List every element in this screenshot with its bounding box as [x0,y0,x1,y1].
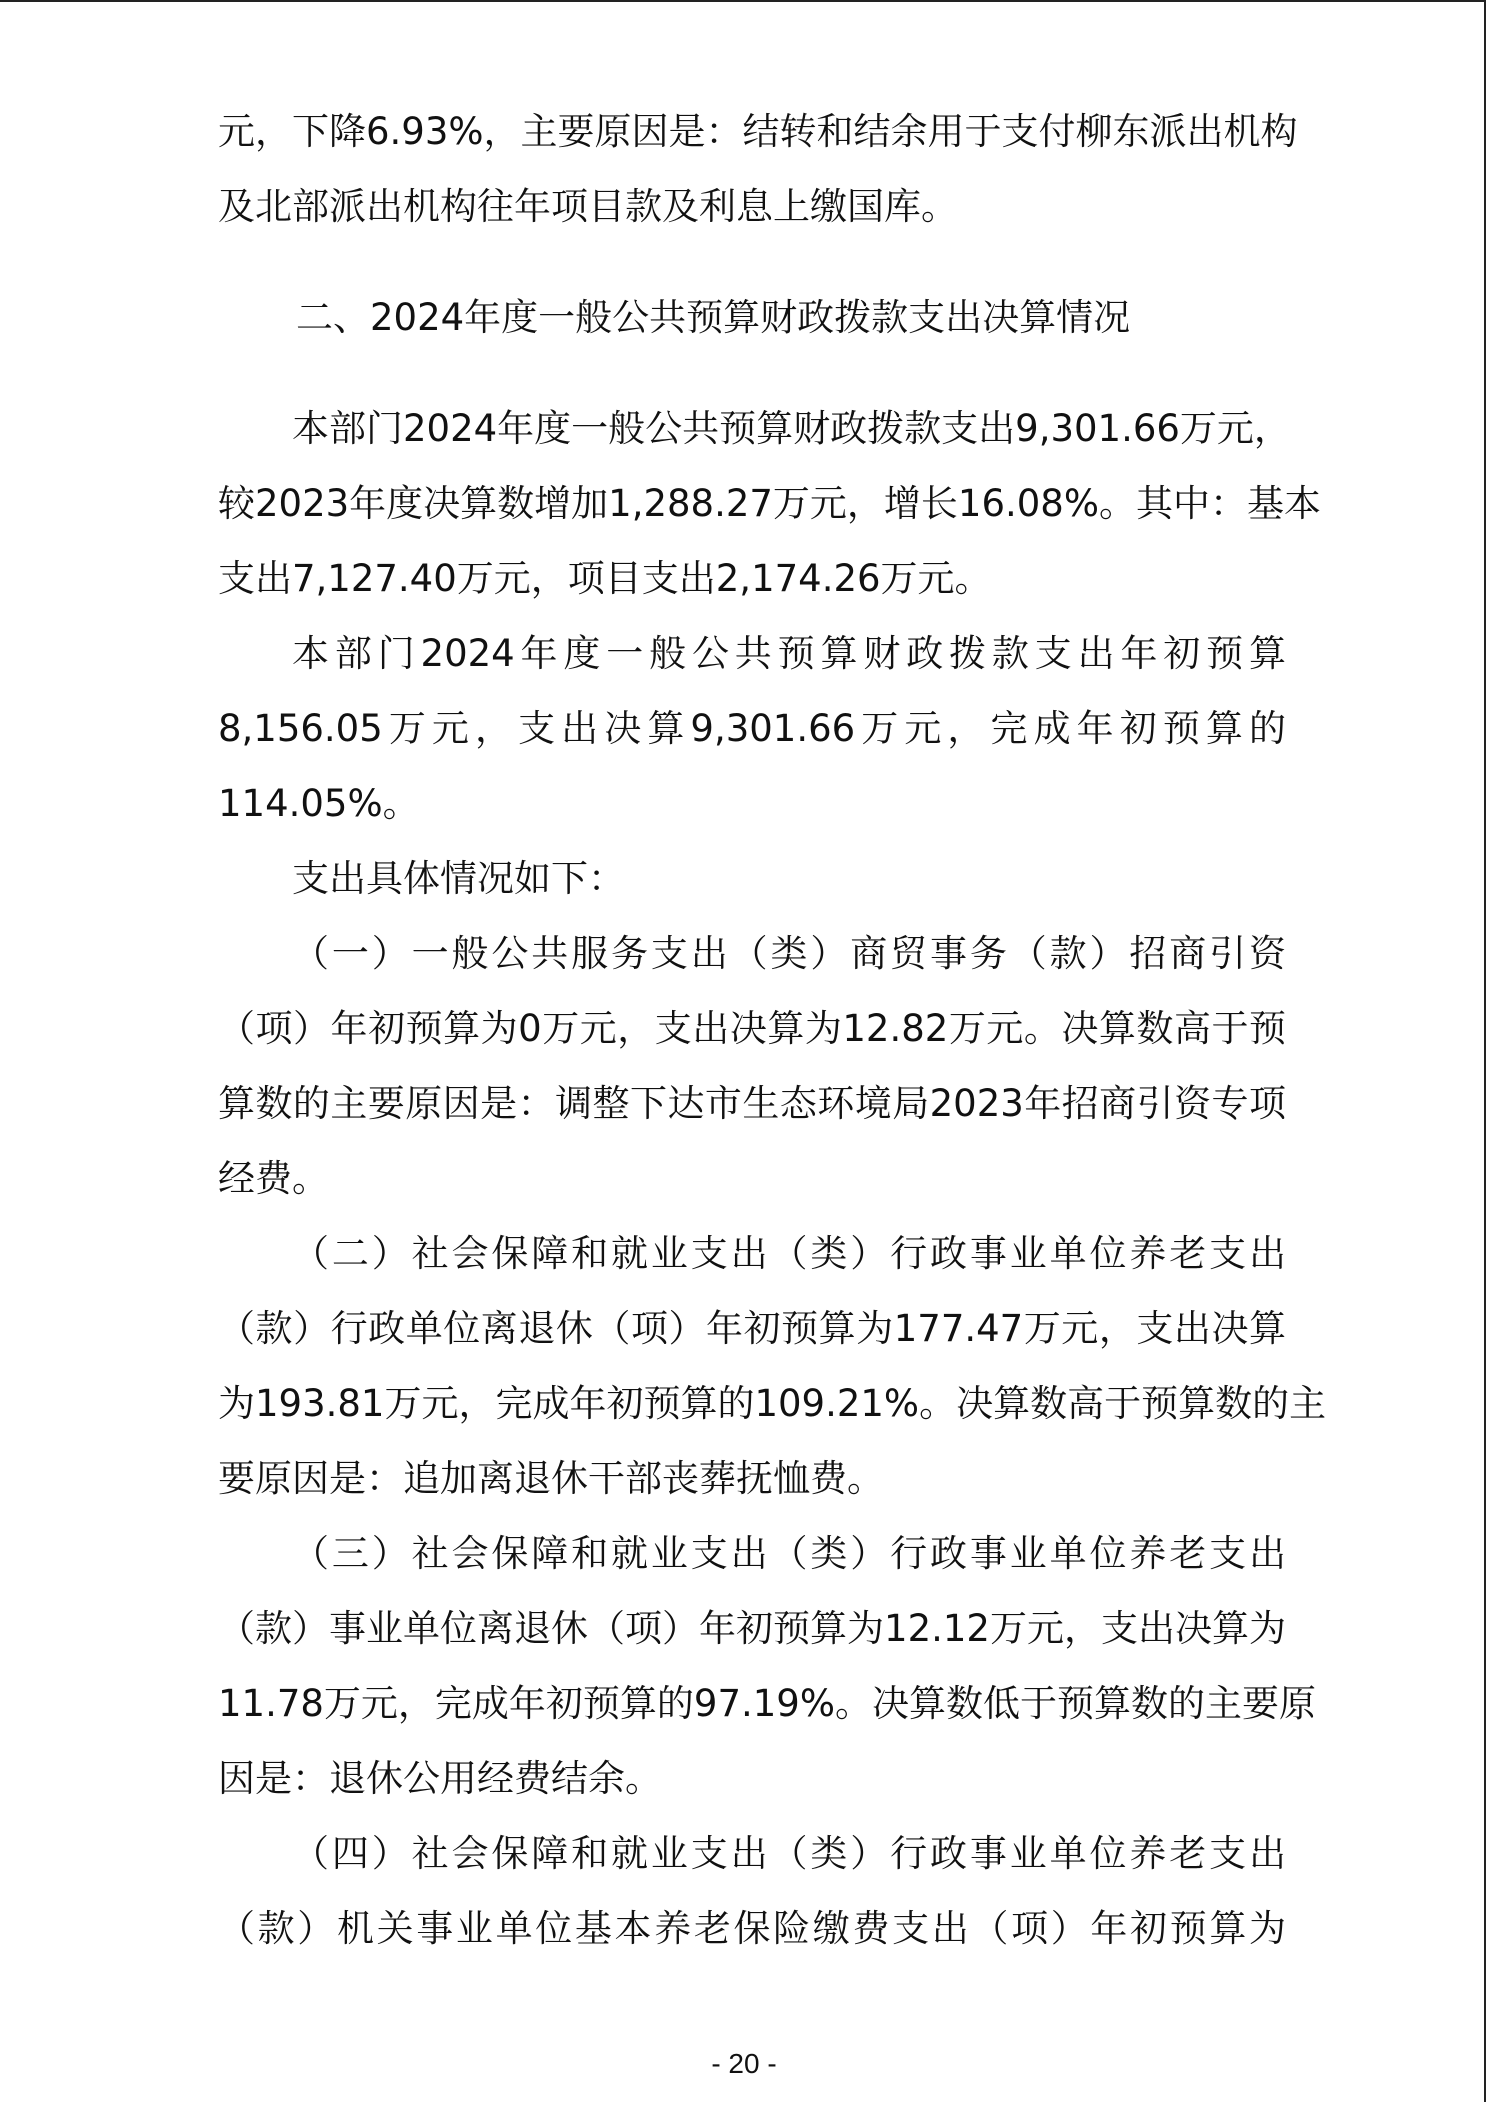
paragraph-line: 11.78万元，完成年初预算的97.19%。决算数低于预算数的主要原 [218,1682,1317,1725]
paragraph-line: （款）机关事业单位基本养老保险缴费支出（项）年初预算为 [218,1907,1286,1950]
paragraph-line: （项）年初预算为0万元，支出决算为12.82万元。决算数高于预 [218,1007,1286,1050]
paragraph-line: （款）行政单位离退休（项）年初预算为177.47万元，支出决算 [218,1307,1286,1350]
paragraph-line: （三）社会保障和就业支出（类）行政事业单位养老支出 [292,1532,1286,1575]
paragraph-line: 支出具体情况如下： [292,857,625,900]
paragraph-line: 8,156.05万元，支出决算9,301.66万元，完成年初预算的 [218,707,1286,750]
paragraph-line: 元，下降6.93%，主要原因是：结转和结余用于支付柳东派出机构 [218,110,1298,153]
paragraph-line: （二）社会保障和就业支出（类）行政事业单位养老支出 [292,1232,1286,1275]
paragraph-line: 算数的主要原因是：调整下达市生态环境局2023年招商引资专项 [218,1082,1286,1125]
paragraph-line: （一）一般公共服务支出（类）商贸事务（款）招商引资 [292,932,1286,975]
paragraph-line: （款）事业单位离退休（项）年初预算为12.12万元，支出决算为 [218,1607,1286,1650]
paragraph-line: 较2023年度决算数增加1,288.27万元，增长16.08%。其中：基本 [218,482,1322,525]
paragraph-line: 为193.81万元，完成年初预算的109.21%。决算数高于预算数的主 [218,1382,1327,1425]
paragraph-line: 及北部派出机构往年项目款及利息上缴国库。 [218,185,958,228]
paragraph-line: 经费。 [218,1157,329,1200]
paragraph-line: 114.05%。 [218,782,420,825]
paragraph-line: 支出7,127.40万元，项目支出2,174.26万元。 [218,557,992,600]
paragraph-line: 本部门2024年度一般公共预算财政拨款支出年初预算 [292,632,1286,675]
section-heading: 二、2024年度一般公共预算财政拨款支出决算情况 [296,296,1131,339]
page-number: - 20 - [711,2048,777,2079]
paragraph-line: 因是：退休公用经费结余。 [218,1757,662,1800]
paragraph-line: 要原因是：追加离退休干部丧葬抚恤费。 [218,1457,884,1500]
paragraph-line: 本部门2024年度一般公共预算财政拨款支出9,301.66万元， [292,407,1291,450]
paragraph-line: （四）社会保障和就业支出（类）行政事业单位养老支出 [292,1832,1286,1875]
